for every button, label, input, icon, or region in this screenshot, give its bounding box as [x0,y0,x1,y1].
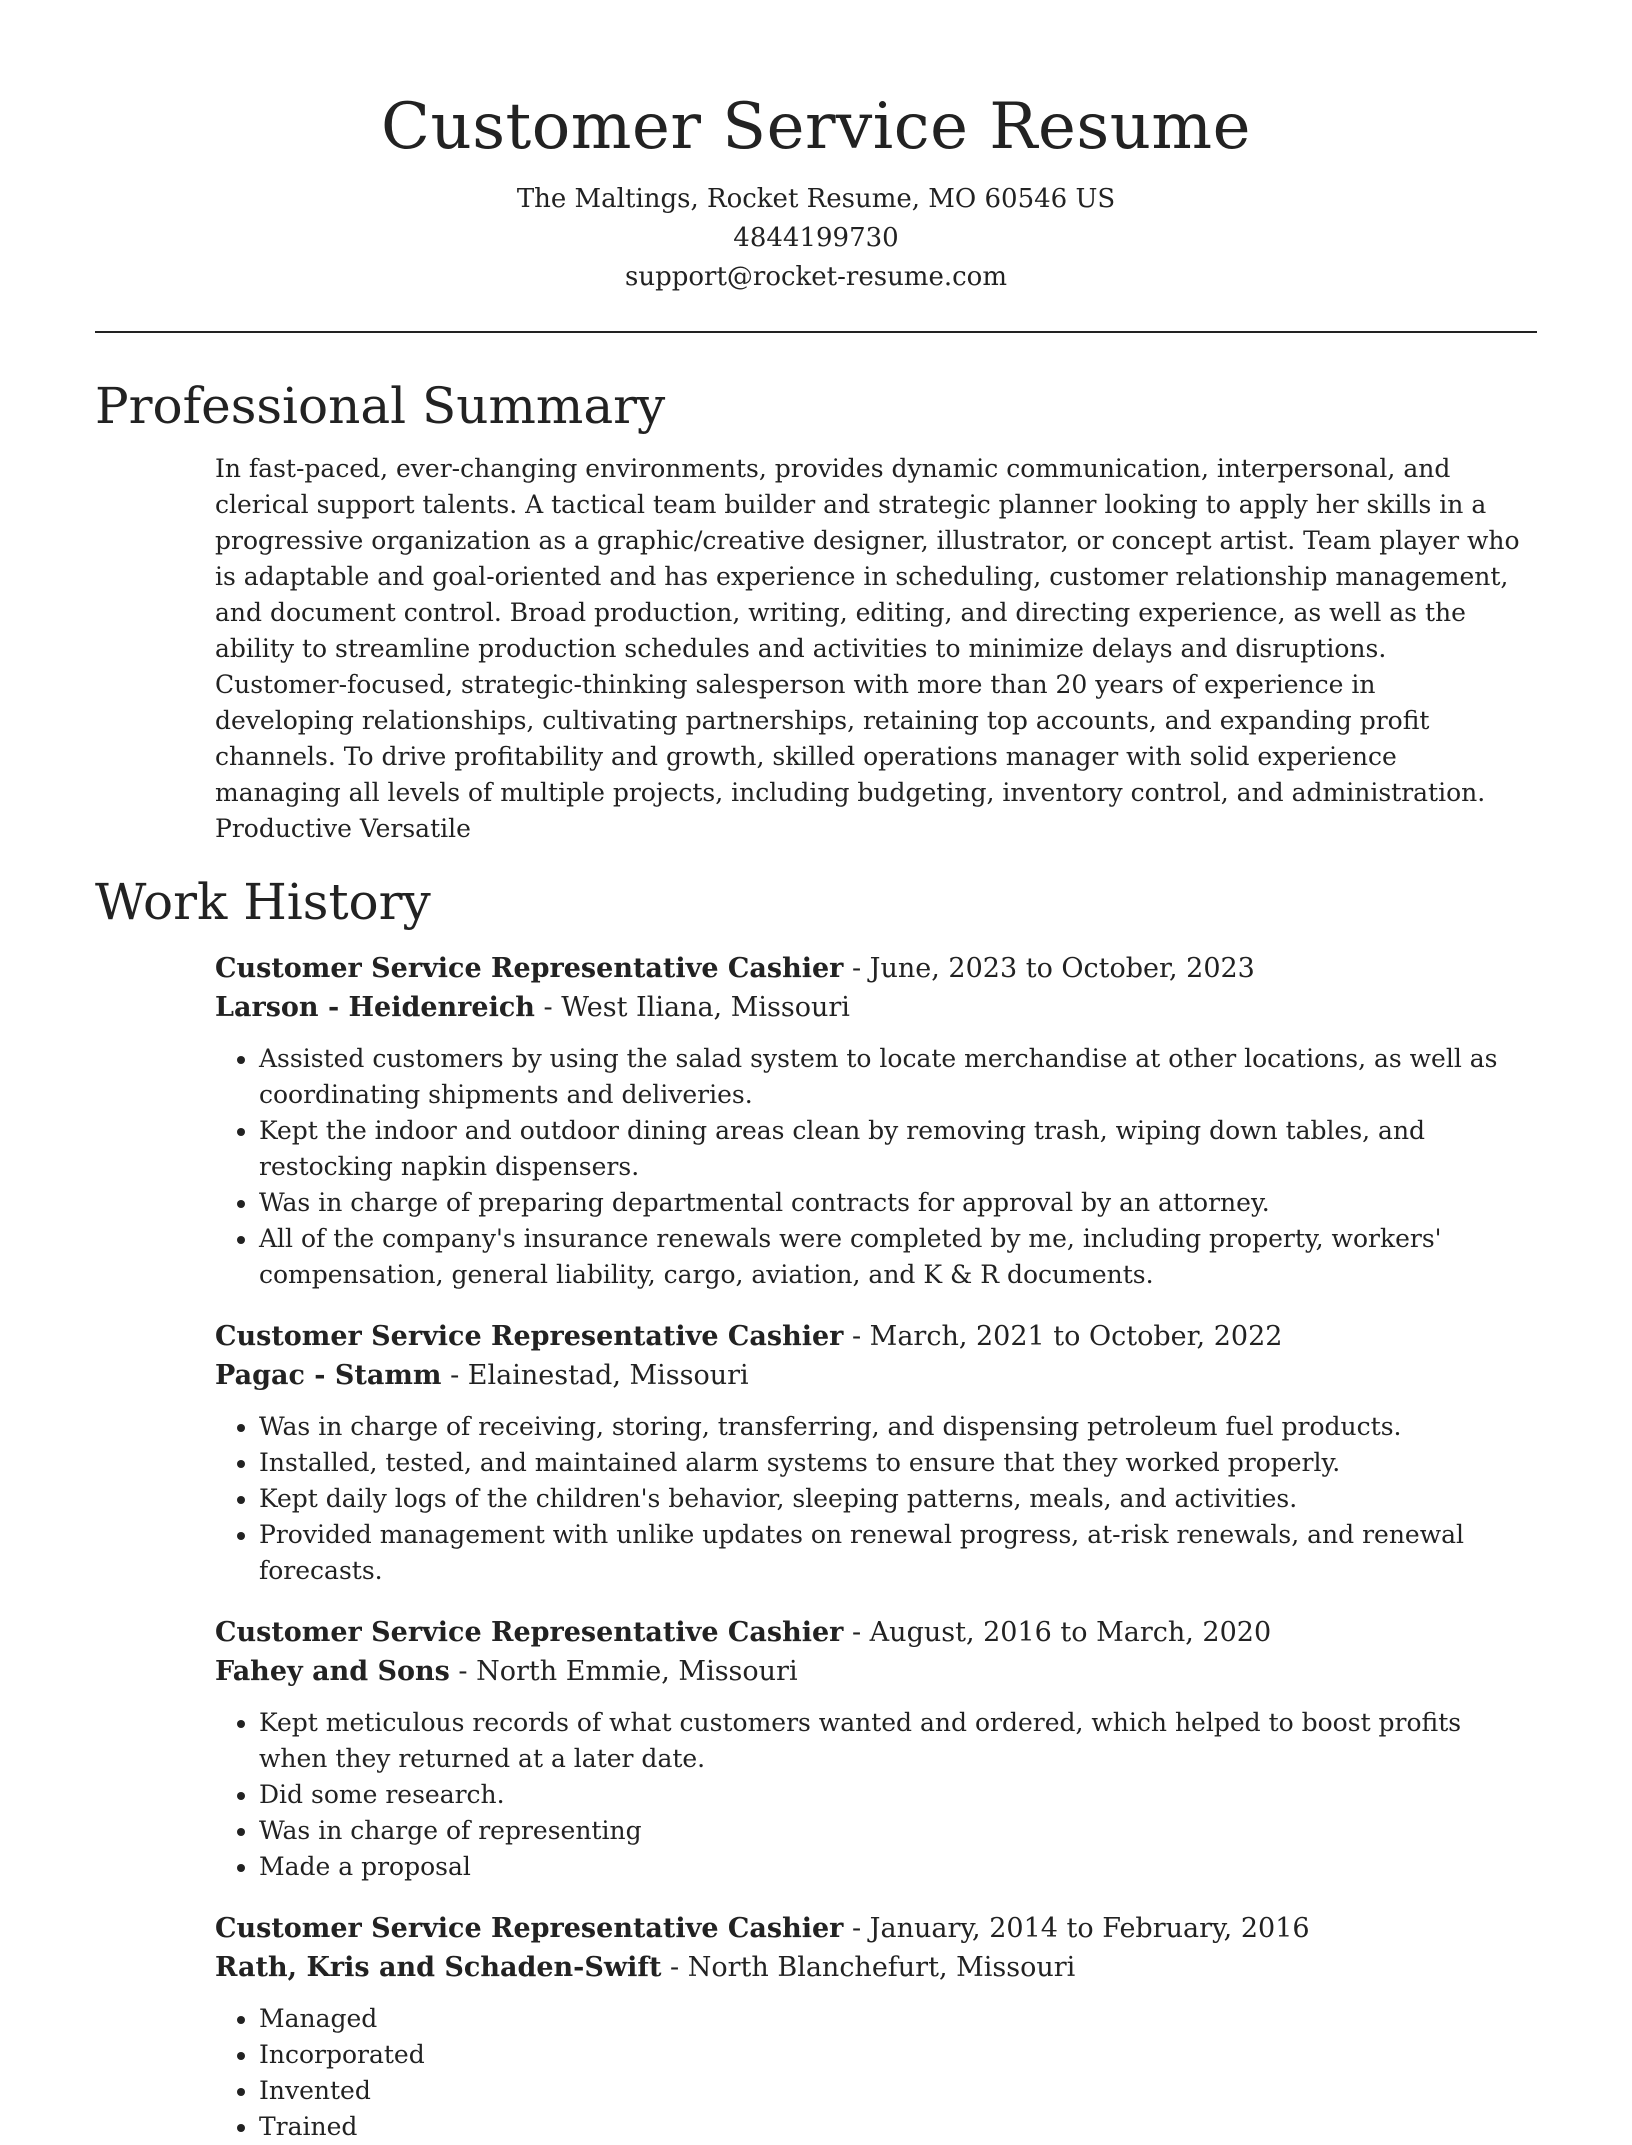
job-company-line [215,988,1525,1027]
job-bullet: • Was in charge of representing [259,1813,1525,1849]
contact-address: The Maltings, Rocket Resume, MO 60546 US [516,184,1116,214]
job-bullet: • Installed, tested, and maintained alarm systems to ensure that they worked properly. [259,1445,1525,1481]
job-title-line [215,949,1525,988]
contact-block [95,180,1537,297]
job-bullet: • Assisted customers by using the salad system to locate merchandise at other locations, as well as coordinating shipments and deliveries. [259,1041,1525,1113]
resume-page [95,0,1537,2145]
job-company: Pagac - Stamm [215,1360,442,1391]
job-bullet: • Made a proposal [259,1849,1525,1885]
job-location: - Elainestad, Missouri [441,1360,749,1391]
job-location: - West Iliana, Missouri [534,992,850,1023]
contact-email: support@rocket-resume.com [624,262,1007,292]
job-dates: - June, 2023 to October, 2023 [843,953,1255,984]
job-company: Fahey and Sons [215,1656,450,1687]
job-entry [215,1909,1525,2145]
contact-phone: 4844199730 [733,223,899,253]
job-company-line [215,1948,1525,1987]
job-bullet: • Was in charge of receiving, storing, transferring, and dispensing petroleum fuel products. [259,1409,1525,1445]
job-bullet: • Did some research. [259,1777,1525,1813]
job-bullet: • Invented [259,2073,1525,2109]
summary-heading: Professional Summary [95,377,666,435]
work-history-heading: Work History [95,873,431,931]
job-bullet: • Kept the indoor and outdoor dining areas clean by removing trash, wiping down tables, and restocking napkin dispensers. [259,1113,1525,1185]
job-bullet: • Kept daily logs of the children's behavior, sleeping patterns, meals, and activities. [259,1481,1525,1517]
job-entry [215,1613,1525,1885]
job-role: Customer Service Representative Cashier [215,1321,844,1352]
job-bullets [215,1409,1525,1589]
job-bullet: • Incorporated [259,2037,1525,2073]
job-dates: - August, 2016 to March, 2020 [843,1617,1272,1648]
job-dates: - January, 2014 to February, 2016 [843,1913,1310,1944]
job-bullet: • Managed [259,2001,1525,2037]
job-bullets [215,1705,1525,1885]
job-title-line [215,1613,1525,1652]
job-company-line [215,1652,1525,1691]
job-role: Customer Service Representative Cashier [215,1913,844,1944]
job-entry [215,1317,1525,1589]
job-bullet: • Trained [259,2109,1525,2145]
job-title-line [215,1317,1525,1356]
job-company: Rath, Kris and Schaden-Swift [215,1952,662,1983]
job-bullet: • Provided management with unlike updates on renewal progress, at-risk renewals, and renewal forecasts. [259,1517,1525,1589]
header-divider [95,331,1537,333]
summary-text: In fast-paced, ever-changing environments, provides dynamic communication, interpersonal, and clerical support talents. A tactical team builder and strategic planner looking to apply her skills in a progressive organization as a graphic/creative designer, illustrator, or concept artist. Team player who is adaptable and goal-oriented and has experience in scheduling, customer relationship management, and document control. Broad production, writing, editing, and directing experience, as well as the ability to streamline production schedules and activities to minimize delays and disruptions. Customer-focused, strategic-thinking salesperson with more than 20 years of experience in developing relationships, cultivating partnerships, retaining top accounts, and expanding profit channels. To drive profitability and growth, skilled operations manager with solid experience managing all levels of multiple projects, including budgeting, inventory control, and administration. Productive Versatile [215,454,1520,843]
job-role: Customer Service Representative Cashier [215,953,844,984]
resume-header [95,0,1537,297]
job-bullets [215,2001,1525,2145]
job-entry [215,949,1525,1293]
job-title-line [215,1909,1525,1948]
job-company: Larson - Heidenreich [215,992,535,1023]
job-role: Customer Service Representative Cashier [215,1617,844,1648]
job-company-line [215,1356,1525,1395]
job-location: - North Blanchefurt, Missouri [661,1952,1076,1983]
job-location: - North Emmie, Missouri [449,1656,798,1687]
job-bullet: • All of the company's insurance renewals were completed by me, including property, workers' compensation, general liability, cargo, aviation, and K & R documents. [259,1221,1525,1293]
resume-title: Customer Service Resume [381,90,1251,164]
job-bullet: • Was in charge of preparing departmental contracts for approval by an attorney. [259,1185,1525,1221]
job-dates: - March, 2021 to October, 2022 [843,1321,1283,1352]
job-bullets [215,1041,1525,1293]
job-bullet: • Kept meticulous records of what customers wanted and ordered, which helped to boost profits when they returned at a later date. [259,1705,1525,1777]
